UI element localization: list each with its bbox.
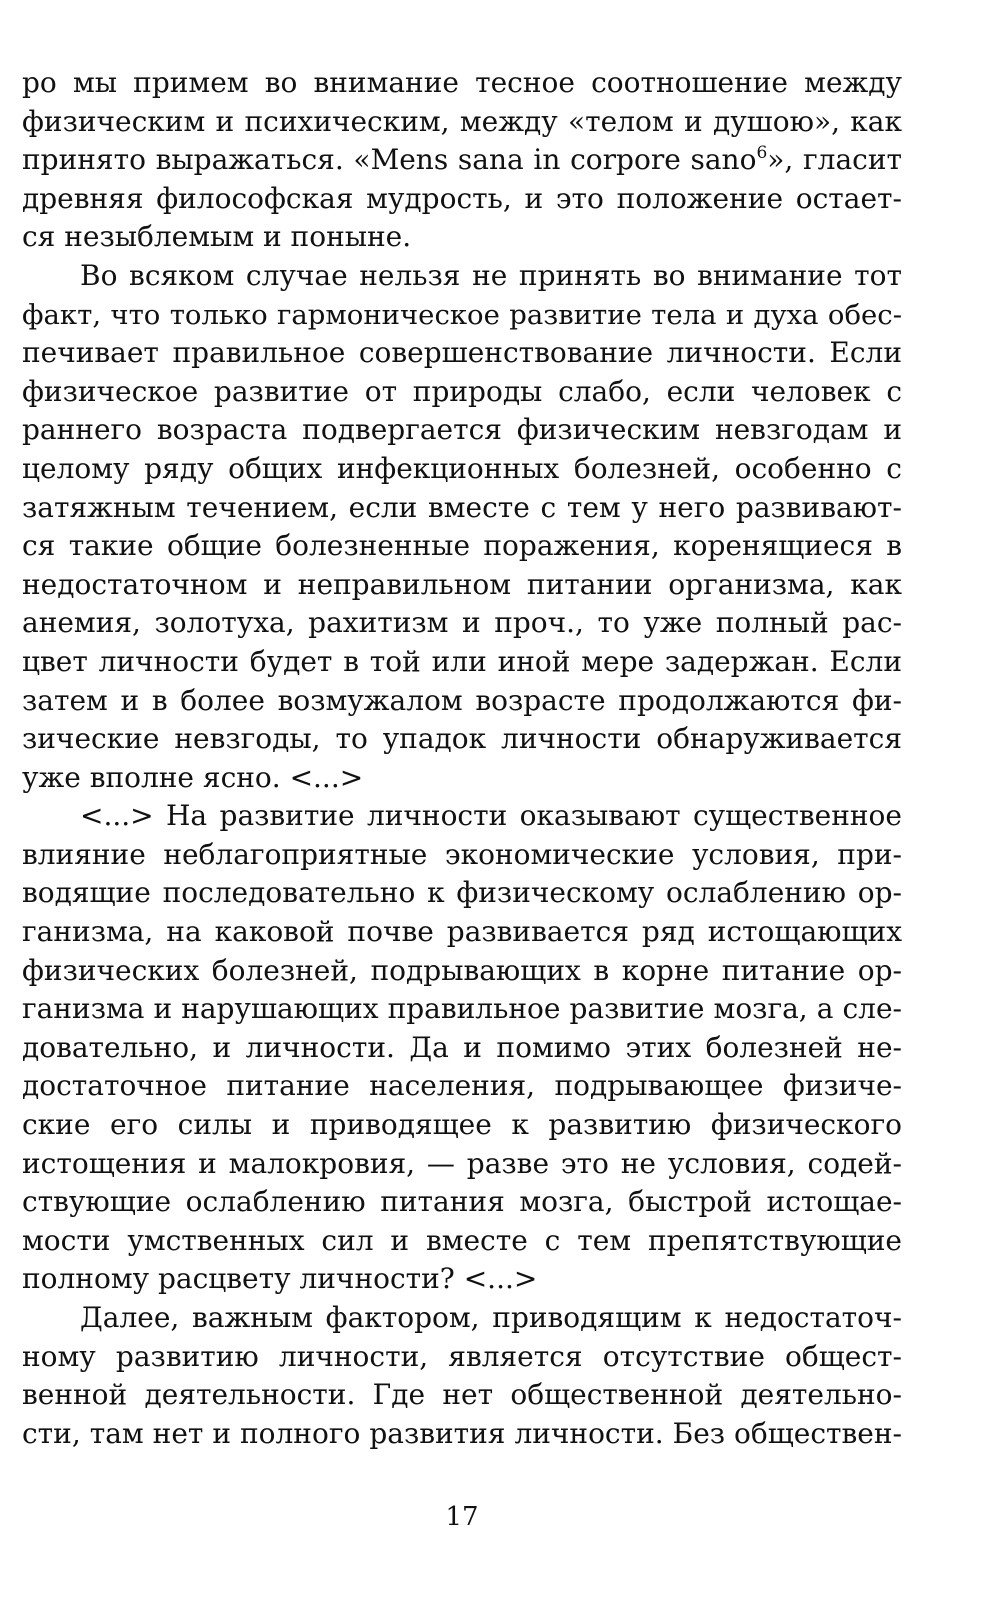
text-line: ся незыблемым и поныне. bbox=[22, 220, 412, 254]
paragraph-first-line: Далее, важным фактором, приводящим к недостаточ- bbox=[80, 1301, 902, 1334]
text-line: древняя философская мудрость, и это положение остает- bbox=[22, 181, 902, 215]
text-line: влияние неблагоприятные экономические условия, при- bbox=[22, 837, 902, 871]
text-line: физическое развитие от природы слабо, если человек с bbox=[22, 374, 902, 408]
paragraph-first-line: Во всяком случае нельзя не принять во внимание тот bbox=[80, 258, 902, 292]
text-line: физических болезней, подрывающих в корне питание ор- bbox=[22, 953, 902, 987]
text-line: целому ряду общих инфекционных болезней, особенно с bbox=[22, 451, 902, 485]
text-line: цвет личности будет в той или иной мере задержан. Если bbox=[22, 644, 902, 678]
page-number: 17 bbox=[445, 1502, 479, 1532]
text-line: анемия, золотуха, рахитизм и проч., то уже полный рас- bbox=[22, 606, 902, 640]
text-line: довательно, и личности. Да и помимо этих болезней не- bbox=[22, 1030, 902, 1064]
text-line: ганизма, на каковой почве развивается ряд истощающих bbox=[22, 915, 902, 949]
text-line: ному развитию личности, является отсутствие общест- bbox=[22, 1339, 902, 1373]
text-line: уже вполне ясно. <...> bbox=[22, 760, 364, 794]
text-line: мости умственных сил и вместе с тем препятствующие bbox=[22, 1223, 902, 1257]
text-line: факт, что только гармоническое развитие тела и духа обес- bbox=[22, 298, 902, 331]
text-line: физическим и психическим, между «телом и душою», как bbox=[22, 104, 902, 138]
text-line: полному расцвету личности? <...> bbox=[22, 1262, 538, 1296]
text-segment: », гласит bbox=[767, 143, 902, 177]
footnote-marker[interactable]: 6 bbox=[756, 143, 768, 164]
text-line: ганизма и нарушающих правильное развитие мозга, а сле- bbox=[22, 992, 902, 1026]
text-line-with-footnote bbox=[22, 141, 902, 180]
text-line: затем и в более возмужалом возрасте продолжаются фи- bbox=[22, 683, 902, 717]
text-line: ся такие общие болезненные поражения, коренящиеся в bbox=[22, 529, 902, 563]
text-line: сти, там нет и полного развития личности. Без обществен- bbox=[22, 1416, 902, 1450]
text-line: печивает правильное совершенствование личности. Если bbox=[22, 336, 902, 370]
body-text bbox=[22, 64, 902, 1453]
text-line: достаточное питание населения, подрывающее физиче- bbox=[22, 1069, 902, 1103]
text-segment: принято выражаться. «Mens sana in corpore sano bbox=[22, 143, 757, 177]
text-line: раннего возраста подвергается физическим невзгодам и bbox=[22, 413, 902, 447]
text-line: недостаточном и неправильном питании организма, как bbox=[22, 567, 902, 601]
text-line: ские его силы и приводящее к развитию физического bbox=[22, 1108, 902, 1142]
text-line: зические невзгоды, то упадок личности обнаруживается bbox=[22, 722, 902, 756]
text-line: затяжным течением, если вместе с тем у него развивают- bbox=[22, 490, 902, 524]
text-line: ствующие ослаблению питания мозга, быстрой истощае- bbox=[22, 1185, 902, 1219]
paragraph-first-line: <...> На развитие личности оказывают существенное bbox=[80, 799, 902, 833]
text-line: водящие последовательно к физическому ослаблению ор- bbox=[22, 876, 902, 910]
text-line: ро мы примем во внимание тесное соотношение между bbox=[22, 66, 902, 99]
text-line: истощения и малокровия, — разве это не условия, содей- bbox=[22, 1146, 902, 1180]
text-line: венной деятельности. Где нет общественной деятельно- bbox=[22, 1378, 902, 1412]
